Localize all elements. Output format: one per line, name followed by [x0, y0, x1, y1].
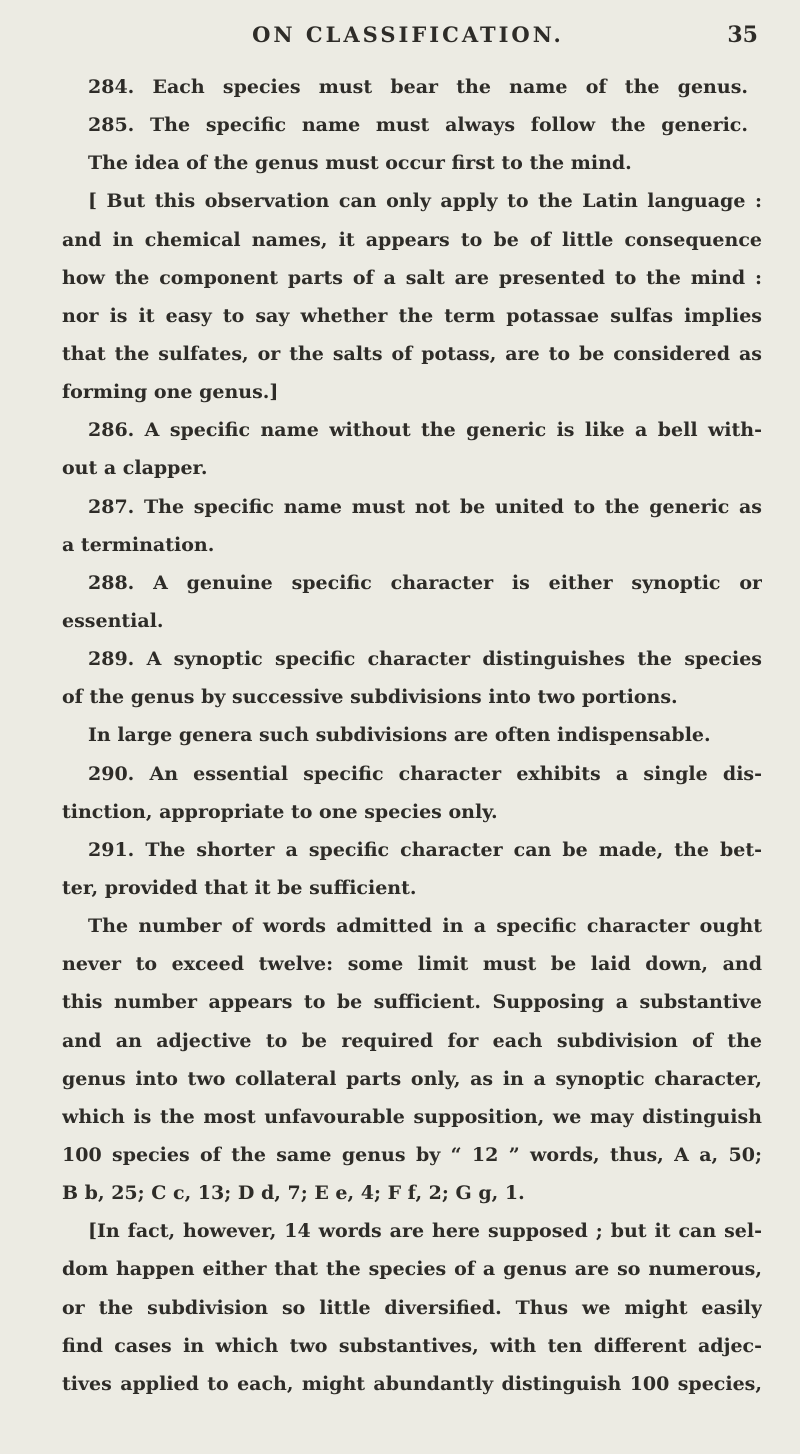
text-line: essential. — [62, 609, 164, 632]
text-line: out a clapper. — [62, 457, 208, 480]
text-line: 289. A synoptic specific character distinguishes the species — [88, 648, 762, 671]
text-line: nor is it easy to say whether the term potassae sulfas implies — [62, 304, 762, 327]
text-line: this number appears to be sufficient. Supposing a substantive — [62, 991, 762, 1014]
text-line: 287. The specific name must not be united to the generic as — [88, 495, 762, 518]
text-line: how the component parts of a salt are presented to the mind : — [62, 266, 762, 289]
text-line: 290. An essential specific character exhibits a single dis- — [88, 762, 762, 785]
running-title: ON CLASSIFICATION. — [252, 22, 564, 47]
text-line: B b, 25; C c, 13; D d, 7; E e, 4; F f, 2; G g, 1. — [62, 1182, 525, 1205]
text-line: and in chemical names, it appears to be of little consequence — [62, 228, 762, 251]
text-line: ter, provided that it be sufficient. — [62, 876, 417, 899]
text-line: The idea of the genus must occur first to the mind. — [88, 152, 632, 175]
body-text — [62, 68, 762, 1403]
text-line: 100 species of the same genus by “ 12 ” words, thus, A a, 50; — [62, 1143, 762, 1166]
running-head — [58, 22, 758, 52]
text-line: dom happen either that the species of a genus are so numerous, — [62, 1258, 762, 1281]
text-line: of the genus by successive subdivisions into two portions. — [62, 686, 678, 709]
text-line: forming one genus.] — [62, 381, 279, 404]
text-line: which is the most unfavourable supposition, we may distinguish — [62, 1105, 762, 1128]
text-line: tives applied to each, might abundantly distinguish 100 species, — [62, 1372, 762, 1395]
text-line: genus into two collateral parts only, as in a synoptic character, — [62, 1067, 762, 1090]
text-line: 286. A specific name without the generic is like a bell with- — [88, 419, 762, 442]
text-line: The number of words admitted in a specific character ought — [88, 915, 762, 938]
text-line: or the subdivision so little diversified. Thus we might easily — [62, 1296, 762, 1319]
text-line: [In fact, however, 14 words are here supposed ; but it can sel- — [88, 1220, 762, 1243]
text-line: 285. The specific name must always follow the generic. — [88, 114, 748, 137]
text-line: 291. The shorter a specific character can be made, the bet- — [88, 838, 762, 861]
text-line: a termination. — [62, 533, 215, 556]
text-line: 284. Each species must bear the name of the genus. — [88, 76, 748, 98]
text-line: [ But this observation can only apply to the Latin language : — [88, 190, 762, 213]
text-line: find cases in which two substantives, with ten different adjec- — [62, 1334, 762, 1357]
text-line: 288. A genuine specific character is either synoptic or — [88, 571, 762, 594]
text-line: never to exceed twelve: some limit must be laid down, and — [62, 953, 762, 976]
text-line: that the sulfates, or the salts of potass, are to be considered as — [62, 342, 762, 365]
text-line: In large genera such subdivisions are often indispensable. — [88, 724, 711, 747]
page-number: 35 — [727, 22, 758, 48]
text-line: and an adjective to be required for each subdivision of the — [62, 1029, 762, 1052]
text-line: tinction, appropriate to one species only. — [62, 800, 498, 823]
